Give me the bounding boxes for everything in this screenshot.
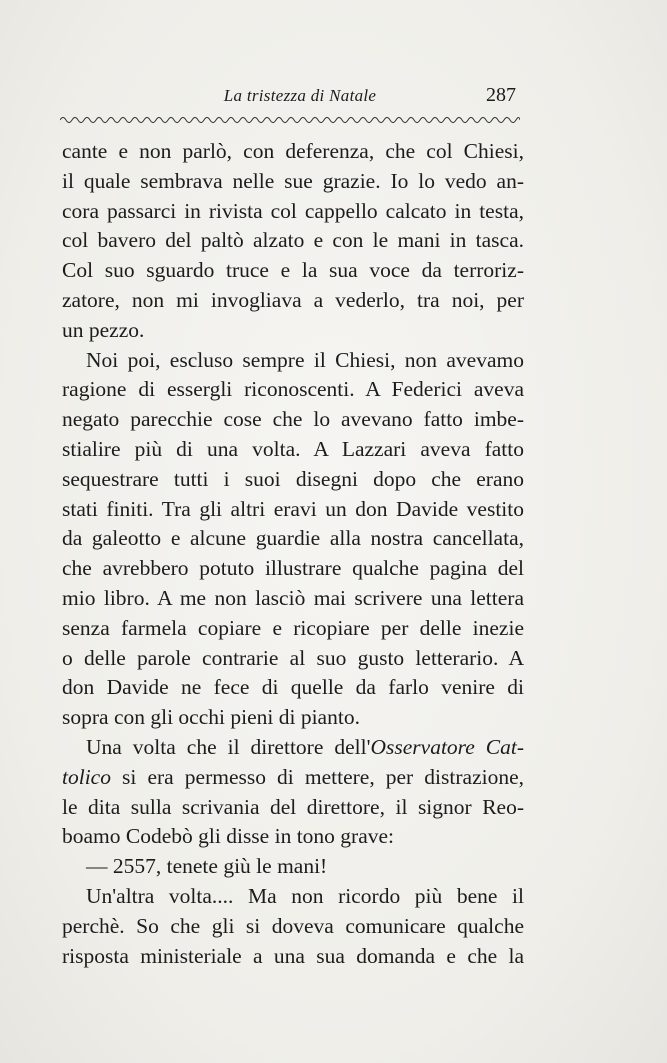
text-line: Col suo sguardo truce e la sua voce da terroriz-	[62, 258, 524, 283]
text-line: senza farmela copiare e ricopiare per delle inezie	[62, 615, 524, 640]
dialogue-line: — 2557, tenete giù le mani!	[86, 854, 328, 879]
italic-title-run: Osservatore Cat-	[370, 734, 524, 759]
text-line	[62, 763, 524, 793]
text-line	[62, 733, 524, 763]
body-text	[62, 137, 524, 971]
text-line: cora passarci in rivista col cappello calcato in testa,	[62, 198, 524, 223]
text-line: sopra con gli occhi pieni di pianto.	[62, 705, 360, 730]
text-line: risposta ministeriale a una sua domanda e che la	[62, 943, 524, 968]
text-line: cante e non parlò, con deferenza, che col Chiesi,	[62, 139, 524, 163]
text-line: boamo Codebò gli disse in tono grave:	[62, 824, 395, 849]
text-line: Un'altra volta.... Ma non ricordo più bene il	[86, 883, 524, 908]
text-line: don Davide ne fece di quelle da farlo venire di	[62, 675, 524, 700]
text-line: da galeotto e alcune guardie alla nostra cancellata,	[62, 526, 524, 551]
page-header	[62, 86, 518, 116]
text-line: negato parecchie cose che lo avevano fatto imbe-	[62, 407, 524, 432]
text-line: un pezzo.	[62, 317, 145, 342]
text-line: mio libro. A me non lasciò mai scrivere una lettera	[62, 585, 524, 610]
text-run: Una volta che il direttore dell'	[86, 734, 371, 759]
text-line: Noi poi, escluso sempre il Chiesi, non avevamo	[86, 347, 524, 372]
decorative-wavy-rule	[60, 114, 520, 124]
text-line: o delle parole contrarie al suo gusto letterario. A	[62, 645, 524, 670]
running-title: La tristezza di Natale	[223, 86, 377, 105]
italic-title-run: tolico	[62, 764, 111, 789]
text-line: stialire più di una volta. A Lazzari aveva fatto	[62, 436, 524, 461]
text-line: ragione di essergli riconoscenti. A Federici aveva	[62, 377, 524, 402]
text-line: il quale sembrava nelle sue grazie. Io lo vedo an-	[62, 168, 524, 193]
text-line: che avrebbero potuto illustrare qualche pagina del	[62, 556, 524, 581]
text-line: stati finiti. Tra gli altri eravi un don Davide vestito	[62, 496, 524, 521]
text-line: zatore, non mi invogliava a vederlo, tra noi, per	[62, 287, 524, 312]
text-line: perchè. So che gli si doveva comunicare qualche	[62, 913, 524, 938]
page-number: 287	[486, 84, 516, 106]
text-line: le dita sulla scrivania del direttore, il signor Reo-	[62, 794, 524, 819]
text-line: col bavero del paltò alzato e con le mani in tasca.	[62, 228, 524, 253]
text-line: sequestrare tutti i suoi disegni dopo che erano	[62, 466, 524, 491]
text-run: si era permesso di mettere, per distrazione,	[110, 764, 524, 789]
